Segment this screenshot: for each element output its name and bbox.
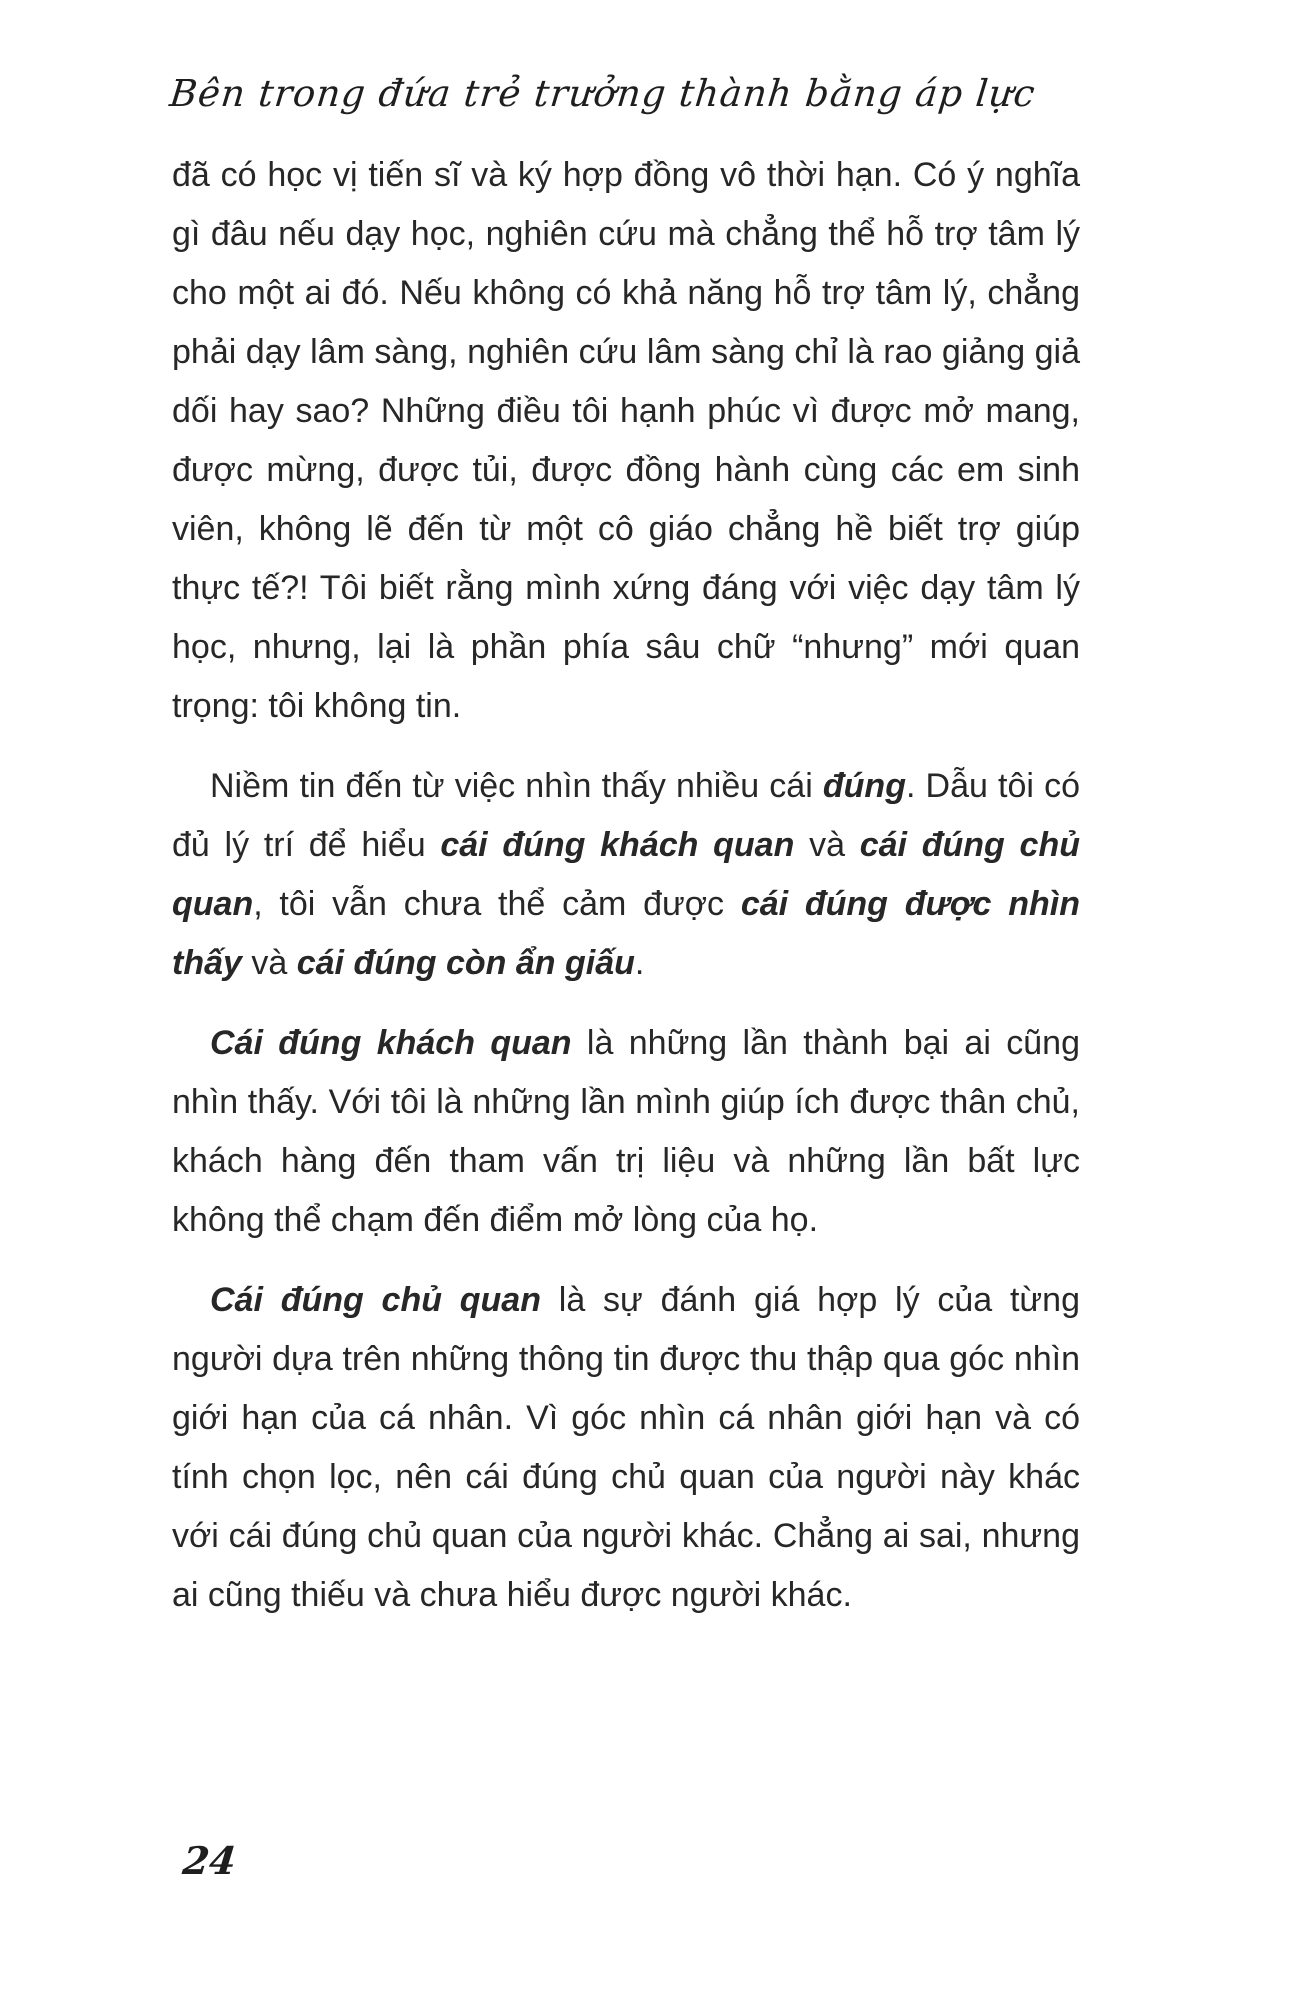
paragraph bbox=[172, 1271, 1080, 1625]
text-run: là sự đánh giá hợp lý của từng người dựa trên những thông tin được thu thập qua góc nhìn giới hạn của cá nhân. Vì góc nhìn cá nhân giới hạn và có tính chọn lọc, nên cái đúng chủ quan của người này khác với cái đúng chủ quan của người khác. Chẳng ai sai, nhưng ai cũng thiếu và chưa hiểu được người khác. bbox=[172, 1281, 1080, 1614]
text-run: . bbox=[634, 944, 645, 982]
paragraph bbox=[172, 757, 1080, 993]
text-run: đúng bbox=[822, 767, 906, 805]
text-run: Cái đúng chủ quan bbox=[210, 1281, 541, 1319]
text-run: . Dẫu tôi có đủ lý trí để hiểu bbox=[172, 767, 1080, 864]
text-run: , tôi vẫn chưa thể cảm được bbox=[253, 885, 741, 923]
page-number: 24 bbox=[180, 1838, 239, 1883]
text-run: và bbox=[794, 826, 860, 864]
text-run: cái đúng chủ quan bbox=[172, 826, 1080, 923]
text-run: cái đúng khách quan bbox=[440, 826, 795, 864]
text-run: đã có học vị tiến sĩ và ký hợp đồng vô thời hạn. Có ý nghĩa gì đâu nếu dạy học, nghiên cứu mà chẳng thể hỗ trợ tâm lý cho một ai đó. Nếu không có khả năng hỗ trợ tâm lý, chẳng phải dạy lâm sàng, nghiên cứu lâm sàng chỉ là rao giảng giả dối hay sao? Những điều tôi hạnh phúc vì được mở mang, được mừng, được tủi, được đồng hành cùng các em sinh viên, không lẽ đến từ một cô giáo chẳng hề biết trợ giúp thực tế?! Tôi biết rằng mình xứng đáng với việc dạy tâm lý học, nhưng, lại là phần phía sâu chữ “nhưng” mới quan trọng: tôi không tin. bbox=[172, 156, 1080, 725]
body-text bbox=[172, 146, 1080, 1646]
text-run: Niềm tin đến từ việc nhìn thấy nhiều cái bbox=[210, 767, 823, 805]
paragraph bbox=[172, 1014, 1080, 1250]
text-run: và bbox=[241, 944, 297, 982]
running-header: Bên trong đứa trẻ trưởng thành bằng áp lực bbox=[167, 72, 1038, 115]
paragraph bbox=[172, 146, 1080, 736]
text-run: Cái đúng khách quan bbox=[210, 1024, 572, 1062]
text-run: cái đúng còn ẩn giấu bbox=[296, 944, 635, 982]
text-run: là những lần thành bại ai cũng nhìn thấy. Với tôi là những lần mình giúp ích được thân chủ, khách hàng đến tham vấn trị liệu và những lần bất lực không thể chạm đến điểm mở lòng của họ. bbox=[172, 1024, 1080, 1239]
text-run: cái đúng được nhìn thấy bbox=[172, 885, 1080, 982]
